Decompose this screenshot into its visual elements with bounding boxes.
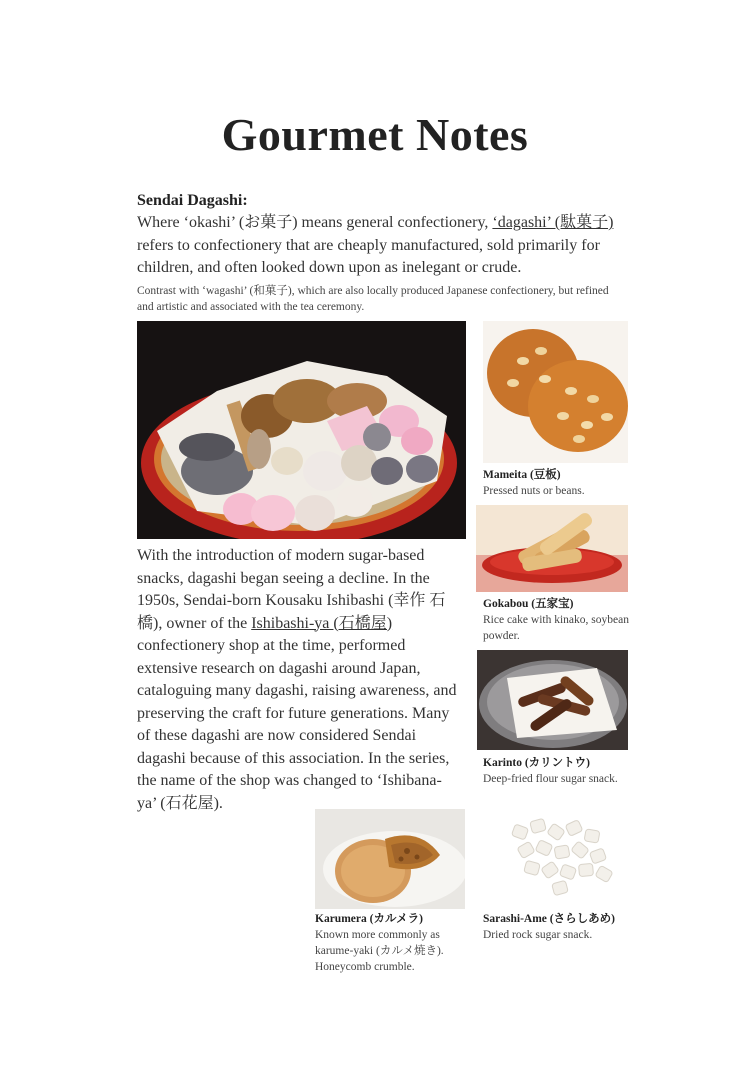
gokabou-photo bbox=[476, 505, 628, 592]
mameita-name: Mameita (豆板) bbox=[483, 469, 561, 481]
mameita-photo bbox=[483, 321, 628, 463]
karinto-caption bbox=[483, 755, 653, 787]
intro-text-1: Where ‘okashi’ (お菓子) means general confectionery, bbox=[137, 214, 493, 231]
history-text-2: confectionery shop at the time, performed extensive research on dagashi around Japan, cataloguing many dagashi, raising awareness, and preserving the craft for future generations. Many of these dagashi are now considered Sendai dagashi because of this association. In the series, the name of the shop was changed to ‘Ishibana-ya’ (石花屋). bbox=[137, 637, 457, 812]
dagashi-platter-photo bbox=[137, 321, 466, 539]
history-paragraph bbox=[137, 545, 459, 815]
sarashi-ame-caption bbox=[483, 911, 653, 943]
sarashi-ame-photo bbox=[483, 796, 643, 906]
sarashi-ame-name: Sarashi-Ame (さらしあめ) bbox=[483, 913, 615, 925]
history-text-1: With the introduction of modern sugar-based snacks, dagashi began seeing a decline. In the 1950s, Sendai-born Kousaku Ishibashi (幸作 石橋), owner of the bbox=[137, 547, 446, 632]
gokabou-name: Gokabou (五家宝) bbox=[483, 598, 574, 610]
intro-text-2: refers to confectionery that are cheaply manufactured, sold primarily for children, and often looked down upon as inelegant or crude. bbox=[137, 236, 600, 276]
mameita-caption bbox=[483, 467, 643, 499]
sarashi-ame-desc: Dried rock sugar snack. bbox=[483, 929, 593, 941]
karinto-desc: Deep-fried flour sugar snack. bbox=[483, 773, 618, 785]
karumera-desc: Known more commonly as karume-yaki (カルメ焼き). Honeycomb crumble. bbox=[315, 929, 444, 973]
intro-paragraph bbox=[137, 212, 617, 280]
karumera-name: Karumera (カルメラ) bbox=[315, 913, 423, 925]
karumera-caption bbox=[315, 911, 465, 975]
karinto-name: Karinto (カリントウ) bbox=[483, 757, 591, 769]
karumera-photo bbox=[315, 809, 465, 909]
mameita-desc: Pressed nuts or beans. bbox=[483, 485, 585, 497]
intro-note: Contrast with ‘wagashi’ (和菓子), which are also locally produced Japanese confectionery, but refined and artistic and associated with the tea ceremony. bbox=[137, 285, 609, 313]
page-title: Gourmet Notes bbox=[221, 109, 529, 160]
gokabou-desc: Rice cake with kinako, soybean powder. bbox=[483, 614, 629, 642]
gokabou-caption bbox=[483, 596, 643, 644]
section-heading: Sendai Dagashi: bbox=[137, 192, 248, 209]
dagashi-link[interactable]: ‘dagashi’ (駄菓子) bbox=[492, 214, 614, 231]
ishibashi-ya-link[interactable]: Ishibashi-ya (石橋屋) bbox=[251, 614, 393, 632]
karinto-photo bbox=[477, 650, 628, 750]
